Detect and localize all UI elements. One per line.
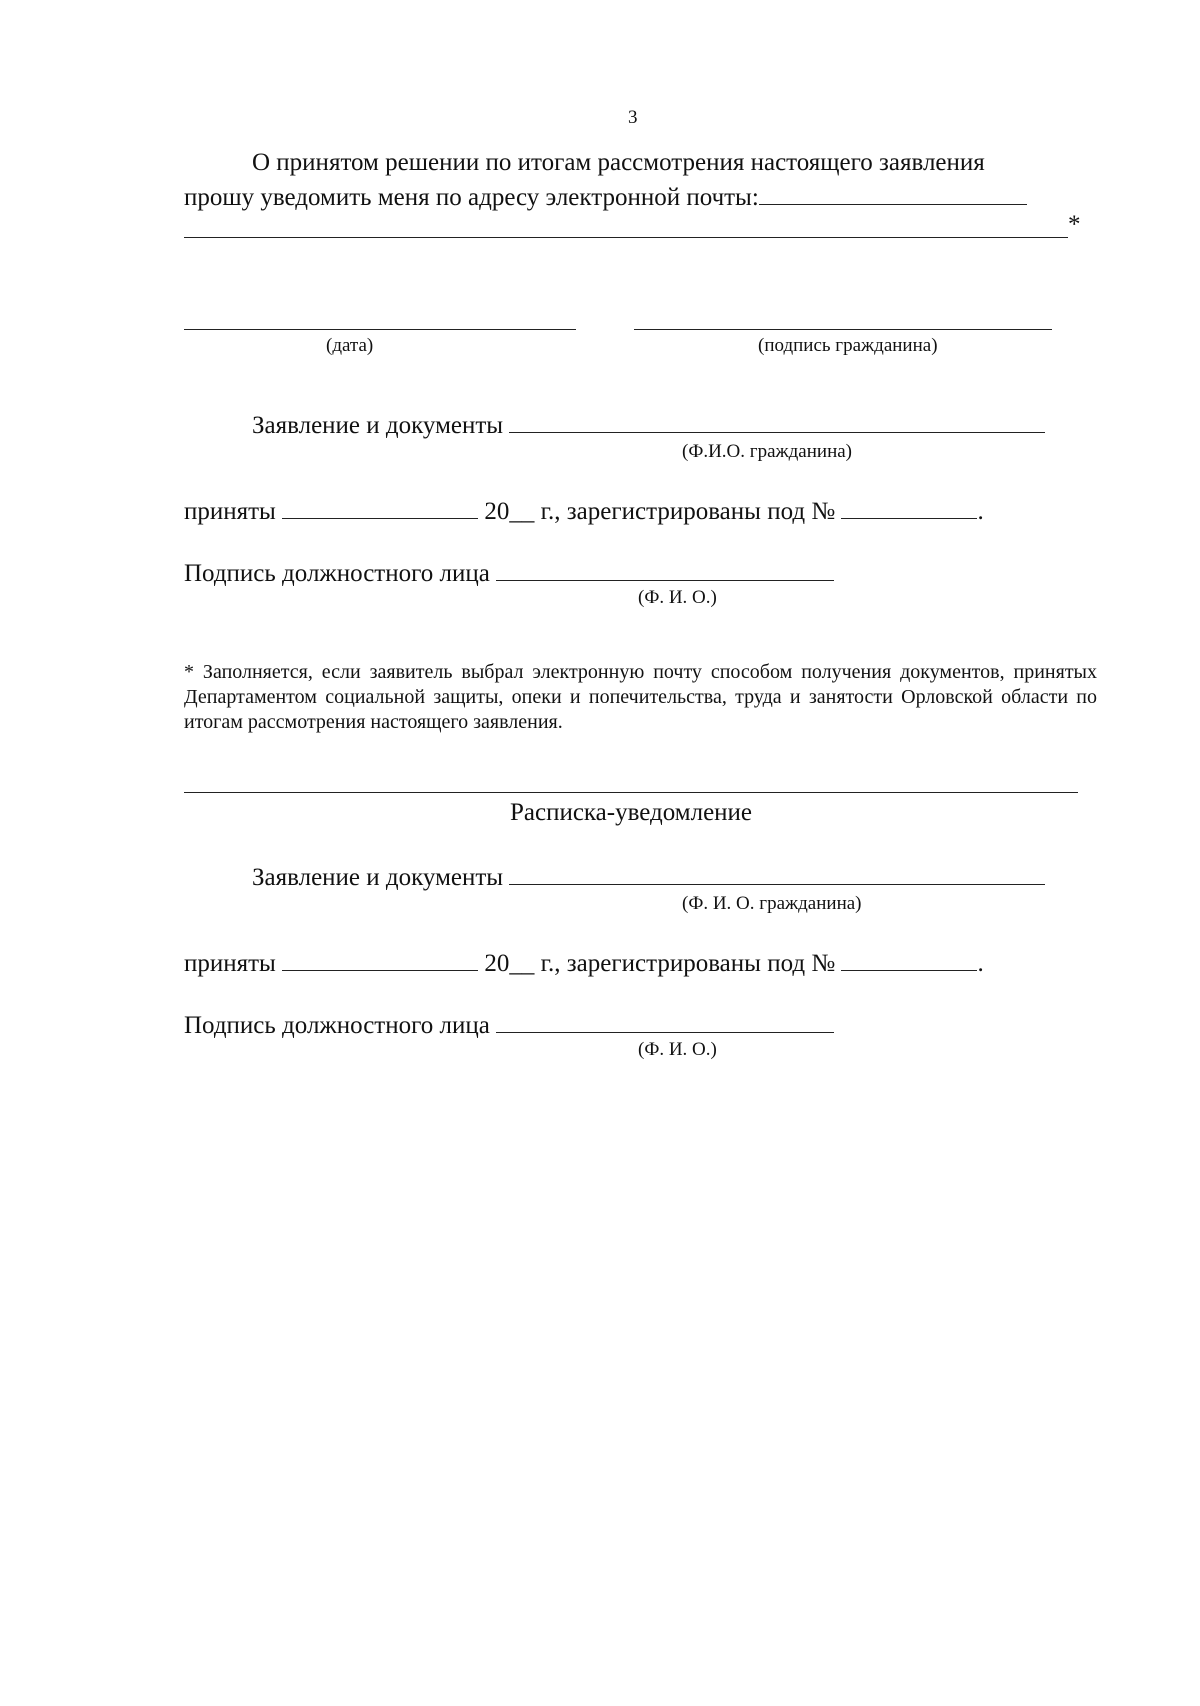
cut-separator-line — [184, 792, 1078, 793]
accepted-row-top — [184, 494, 984, 527]
page-number: 3 — [628, 107, 638, 128]
period-bottom: . — [977, 950, 984, 977]
official-row-bottom — [184, 1008, 834, 1041]
accepted-date-field-top[interactable] — [282, 494, 478, 519]
year-label-top: 20__ г., зарегистрированы под № — [484, 498, 836, 525]
date-caption: (дата) — [326, 335, 374, 356]
date-field-line[interactable] — [184, 329, 576, 330]
fio-caption-bottom: (Ф. И. О. гражданина) — [682, 893, 862, 914]
accepted-date-field-bottom[interactable] — [282, 946, 478, 971]
notify-line-1: О принятом решении по итогам рассмотрения настоящего заявления — [252, 149, 985, 176]
official-signature-field-top[interactable] — [496, 556, 834, 581]
year-label-bottom: 20__ г., зарегистрированы под № — [484, 950, 836, 977]
footnote-text: * Заполняется, если заявитель выбрал электронную почту способом получения документов, принятых Департаментом социальной защиты, опеки и попечительства, труда и занятости Орловской области по итогам рассмотрения настоящего заявления. — [184, 661, 1097, 733]
docs-label-top — [252, 408, 1045, 441]
footnote-mark: * — [1068, 211, 1081, 238]
official-label-bottom: Подпись должностного лица — [184, 1012, 490, 1039]
docs-label-bottom-text: Заявление и документы — [252, 864, 504, 891]
receipt-notice-title: Расписка-уведомление — [509, 799, 753, 826]
notify-line-2-text: прошу уведомить меня по адресу электронной почты: — [184, 184, 759, 211]
email-field-line-1[interactable] — [759, 180, 1027, 205]
registration-number-field-top[interactable] — [841, 494, 977, 519]
registration-number-field-bottom[interactable] — [841, 946, 977, 971]
official-signature-field-bottom[interactable] — [496, 1008, 834, 1033]
accepted-label-bottom: приняты — [184, 950, 276, 977]
period-top: . — [977, 498, 984, 525]
official-label-top: Подпись должностного лица — [184, 560, 490, 587]
fio-caption-top: (Ф.И.О. гражданина) — [682, 441, 852, 462]
notify-line-2 — [184, 180, 1027, 213]
email-field-line-2[interactable] — [184, 237, 1068, 238]
docs-label-bottom — [252, 860, 1045, 893]
docs-label-top-text: Заявление и документы — [252, 412, 504, 439]
citizen-fio-field-top[interactable] — [509, 408, 1045, 433]
signature-caption: (подпись гражданина) — [758, 335, 938, 356]
citizen-signature-line[interactable] — [634, 329, 1052, 330]
accepted-label-top: приняты — [184, 498, 276, 525]
accepted-row-bottom — [184, 946, 984, 979]
official-row-top — [184, 556, 834, 589]
official-caption-top: (Ф. И. О.) — [638, 587, 717, 608]
official-caption-bottom: (Ф. И. О.) — [638, 1039, 717, 1060]
citizen-fio-field-bottom[interactable] — [509, 860, 1045, 885]
